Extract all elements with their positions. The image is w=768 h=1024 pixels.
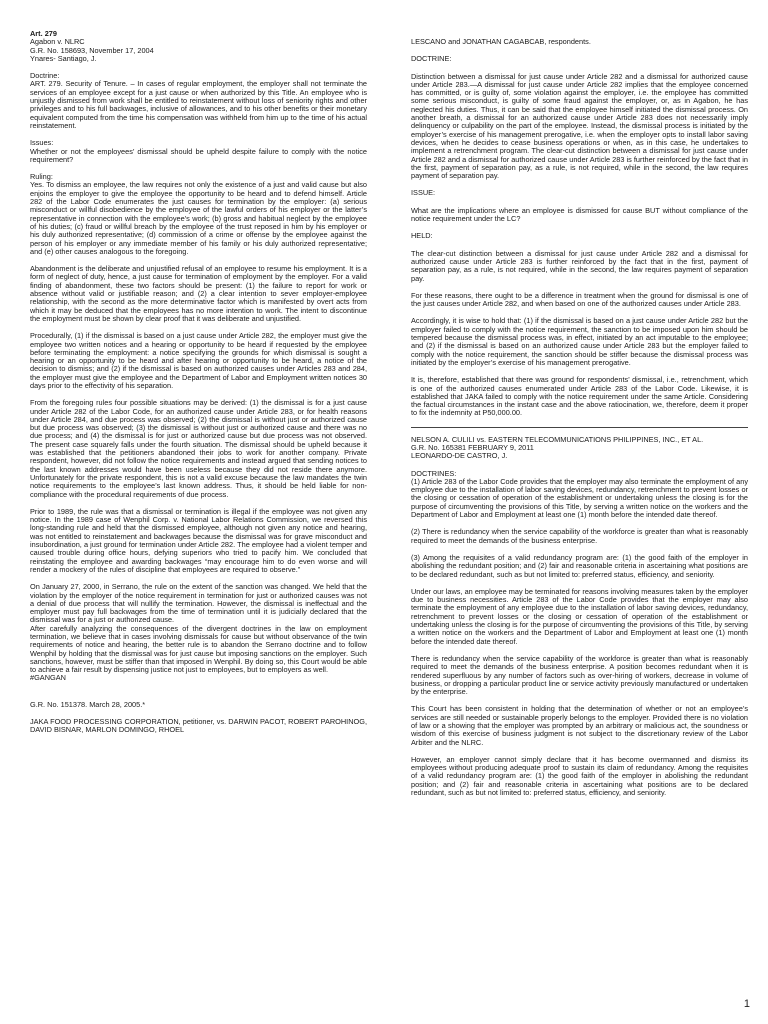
prior-1989-paragraph: Prior to 1989, the rule was that a dismissal or termination is illegal if the employee was not given any notice. In the 1989 case of Wenphil Corp. v. National Labor Relations Commission, we reversed this long-standing rule and held that the dismissed employee, although not given any notice and hearing, was not entitled to reinstatement and backwages because the dismissal was for grave misconduct and insubordination, a just ground for termination under Article 282. The employee had a violent temper and caused trouble during office hours, defying superiors who tried to pacify him. We concluded that reinstating the employee and awarding backwages “may encourage him to do even worse and will render a mockery of the rules of discipline that employees are required to observe.” [30,506,367,574]
issues-text: Whether or not the employees’ dismissal should be upheld despite failure to comply with the notice requirement? [30,146,367,164]
article-title: Art. 279 [30,29,57,38]
situations-paragraph: From the foregoing rules four possible situations may be derived: (1) the dismissal is for a just cause under Article 282 of the Labor Code, for an authorized cause under Article 283, or for health reasons under Article 284, and due process was observed; (2) the dismissal is without just or authorized cause but due process was observed; (3) the dismissal is without just or authorized cause and there was no due process; and (4) the dismissal is for just or authorized cause but due process was not observed. The present case squarely falls under the fourth situation. The dismissal should be upheld because it was established that the petitioners abandoned their jobs to work for another company. Private respondent, however, did not follow the notice requirements and instead argued that sending notices to the last known addresses would have been useless because they did not reside there anymore. Unfortunately for the private respondent, this is not a valid excuse because the law mandates the twin notice requirements to the employee’s last known address. Thus, it should be held liable for non-compliance with the procedural requirements of due process. [30,398,367,499]
jaka-gr-line: G.R. No. 151378. March 28, 2005.* [30,699,146,709]
issues-label: Issues: [30,138,54,148]
abandonment-paragraph: Abandonment is the deliberate and unjustified refusal of an employee to resume his employment. It is a form of neglect of duty, hence, a just cause for termination of employment by the employer. For a valid finding of abandonment, these two factors should be present: (1) the failure to report for work or absence without valid or justifiable reason; and (2) a clear intention to sever employer-employee relationship, with the second as the more determinative factor which is manifested by overt acts from which it may be deduced that the employees has no more intention to work. The intent to discontinue the employment must be shown by clear proof that it was deliberate and unjustified. [30,264,367,323]
jaka-held-paragraph-2: For these reasons, there ought to be a difference in treatment when the ground for dismissal is one of the just causes under Article 282, and when based on one of the authorized causes under Article 283. [411,290,748,309]
doctrine-label: Doctrine: [30,71,60,81]
serrano-paragraph: On January 27, 2000, in Serrano, the rule on the extent of the sanction was changed. We held that the violation by the employer of the notice requirement in termination for just or authorized causes was not a denial of due process that will nullify the termination. However, the dismissal is ineffectual and the employer must pay full backwages from the time of termination until it is judicially declared that the dismissal was for a just or authorized cause. After carefully analyzing the consequences of the divergent doctrines in the law on employment termination, we believe that in cases involving dismissals for cause but without observance of the twin requirements of notice and hearing, the better rule is to abandon the Serrano doctrine and to follow Wenphil by holding that the dismissal was for just cause but imposing sanctions on the employer. Such sanctions, however, must be stiffer than that imposed in Wenphil. By doing so, this Court would be able to achieve a fair result by dispensing justice not just to employees, but to employers as well. #GANGAN [30,582,367,683]
ruling-text: Yes. To dismiss an employee, the law requires not only the existence of a just and valid cause but also enjoins the employer to give the employee the opportunity to be heard and to defend himself. Article 282 of the Labor Code enumerates the just causes for termination by the employer: (a) serious misconduct or willful disobedience by the employee of the lawful orders of his employer or the latter’s representative in connection with the employee’s work; (b) gross and habitual neglect by the employee of his duties; (c) fraud or willful breach by the employee of the trust reposed in him by his employer or his duly authorized representative; (d) commission of a crime or offense by the employee against the person of his employer or any immediate member of his family or his duly authorized representative; and (e) other causes analogous to the foregoing. [30,180,367,256]
jaka-held-label: HELD: [411,231,433,241]
ruling-label: Ruling: [30,172,53,182]
culili-court-paragraph: This Court has been consistent in holding that the determination of whether or not an employee’s services are still needed or sustainable properly belongs to the employer. Provided there is no violation of law or a showing that the employer was prompted by an arbitrary or malicious act, the soundness or wisdom of this exercise of business judgment is not subject to the discretionary review of the Labor Arbiter and the NLRC. [411,704,748,747]
page-number: 1 [743,998,750,1010]
jaka-respondents: LESCANO and JONATHAN CAGABCAB, respondents. [411,37,591,46]
culili-doctrine-3: (3) Among the requisites of a valid redundancy program are: (1) the good faith of the employer in abolishing the redundant position; and (2) fair and reasonable criteria in ascertaining what positions are to be declared redundant, such as but not limited to: preferred status, efficiency, and seniority. [411,552,748,579]
left-column [30,30,367,744]
jaka-doctrine-label: DOCTRINE: [411,54,452,64]
culili-case-header: NELSON A. CULILI vs. EASTERN TELECOMMUNICATIONS PHILIPPINES, INC., ET AL. G.R. No. 165381 FEBRUARY 9, 2011 LEONARDO-DE CASTRO, J. [411,434,704,461]
jaka-parties: JAKA FOOD PROCESSING CORPORATION, petitioner, vs. DARWIN PACOT, ROBERT PAROHINOG, DAVID BISNAR, MARLON DOMINGO, RHOEL [30,717,367,735]
jaka-held-paragraph-1: The clear-cut distinction between a dismissal for just cause under Article 282 and a dismissal for authorized cause under Article 283 is further reinforced by the fact that in the first, payment of separation pay, as a rule, is not required, while in the second, the law requires payment of separation pay. [411,248,748,283]
culili-doctrines-label: DOCTRINES: [411,468,457,478]
section-divider [411,427,748,428]
jaka-doctrine-text: Distinction between a dismissal for just cause under Article 282 and a dismissal for authorized cause under Article 283.—A dismissal for just cause under Article 282 implies that the employee concerned has committed, or is guilty of, some violation against the employer, i.e. the employee has committed some serious misconduct, is guilty of some fraud against the employer, or, as in Agabon, he has neglected his duties. Thus, it can be said that the employee himself initiated the dismissal process. On another breath, a dismissal for an authorized cause under Article 283 does not necessarily imply delinquency or culpability on the part of the employee. Instead, the dismissal process is initiated by the employer’s exercise of his management prerogative, i.e. when the employer opts to install labor saving devices, when he decides to cease business operations or when, as in this case, he undertakes to implement a retrenchment program. The clear-cut distinction between a dismissal for just cause under Article 282 and a dismissal for authorized cause under Article 283 is further reinforced by the fact that in the first, payment of separation pay, as a rule, is not required, while in the second, the law requires payment of separation pay. [411,71,748,181]
culili-doctrine-1: (1) Article 283 of the Labor Code provides that the employer may also terminate the employment of any employee due to the installation of labor saving devices, redundancy, retrenchment to prevent losses or the closing or cessation of operation of the establishment or undertaking unless the closing is for the purpose of circumventing the provisions of this Title, by serving a written notice on the workers and the Department of Labor and Employment at least one (1) month before the intended date thereof. [411,476,748,520]
culili-redundancy-paragraph: There is redundancy when the service capability of the workforce is greater than what is reasonably required to meet the demands of the business enterprise. A position becomes redundant when it is rendered superfluous by any number of factors such as over-hiring of workers, decrease in volume of business, or dropping a particular product line or service activity previously manufactured or undertaken by the enterprise. [411,653,748,697]
jaka-held-paragraph-3: Accordingly, it is wise to hold that: (1) if the dismissal is based on a just cause under Article 282 but the employer failed to comply with the notice requirement, the sanction to be imposed upon him should be tempered because the dismissal process was, in effect, initiated by an act imputable to the employee; and (2) if the dismissal is based on an authorized cause under Article 283 but the employer failed to comply with the notice requirement, the sanction should be stiffer because the dismissal process was initiated by the employer’s exercise of his management prerogative. [411,316,748,367]
jaka-issue-label: ISSUE: [411,188,436,198]
right-column [411,38,748,806]
doctrine-text: ART. 279. Security of Tenure. – In cases of regular employment, the employer shall not terminate the services of an employee except for a just cause or when authorized by this Title. An employee who is unjustly dismissed from work shall be entitled to reinstatement without loss of seniority rights and other privileges and to his full backwages, inclusive of allowances, and to his other benefits or their monetary equivalent computed from the time his compensation was withheld from him up to the time of his actual reinstatement. [30,79,367,130]
culili-under-paragraph: Under our laws, an employee may be terminated for reasons involving measures taken by the employer due to business necessities. Article 283 of the Labor Code provides that the employer may also terminate the employment of any employee due to the installation of labor saving devices, redundancy, retrenchment to prevent losses or the closing or cessation of operation of the establishment or undertaking unless the closing is for the purpose of circumventing the provisions of this Title, by serving a written notice on the workers and the Department of Labor and Employment at least one (1) month before the intended date thereof. [411,586,748,646]
procedure-paragraph: Procedurally, (1) if the dismissal is based on a just cause under Article 282, the employer must give the employee two written notices and a hearing or opportunity to be heard if requested by the employee before terminating the employment: a notice specifying the grounds for which dismissal is sought a hearing or an opportunity to be heard and after hearing or opportunity to be heard, a notice of the decision to dismiss; and (2) if the dismissal is based on authorized causes under Articles 283 and 284, the employer must give the employee and the Department of Labor and Employment written notices 30 days prior to the effectivity of his separation. [30,331,367,390]
jaka-issue-text: What are the implications where an employee is dismissed for cause BUT without compliance of the notice requirement under the LC? [411,205,748,224]
culili-however-paragraph: However, an employer cannot simply declare that it has become overmanned and dismiss its employees without producing adequate proof to sustain its claim of redundancy. Among the requisites of a valid redundancy program are: (1) the good faith of the employer in abolishing the redundant position; and (2) fair and reasonable criteria in ascertaining what positions are to be declared redundant, such as but not limited to: preferred status, efficiency, and seniority. [411,754,748,798]
culili-doctrine-2: (2) There is redundancy when the service capability of the workforce is greater than what is reasonably required to meet the demands of the business enterprise. [411,527,748,545]
agabon-case-header: Agabon v. NLRC G.R. No. 158693, November 17, 2004 Ynares- Santiago, J. [30,37,154,63]
jaka-held-paragraph-4: It is, therefore, established that there was ground for respondents’ dismissal, i.e., retrenchment, which is one of the authorized causes enumerated under Article 283 of the Labor Code. Likewise, it is established that JAKA failed to comply with the notice requirement under the same Article. Considering the factual circumstances in the instant case and the above ratiocination, we, therefore, deem it proper to fix the indemnity at P50,000.00. [411,375,748,418]
